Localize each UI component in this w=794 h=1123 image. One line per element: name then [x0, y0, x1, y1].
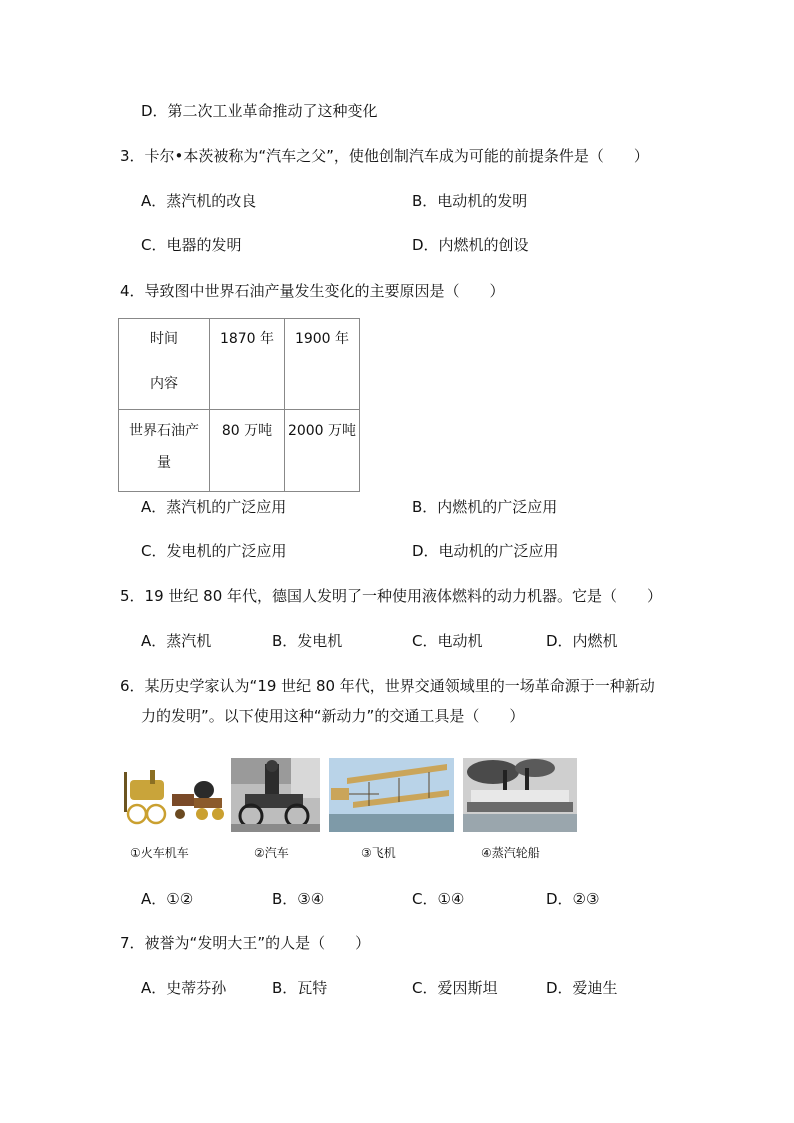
q6-option-c: C．①④ — [412, 890, 465, 908]
q5-stem: 5．19 世纪 80 年代，德国人发明了一种使用液体燃料的动力机器。它是（ ） — [120, 587, 663, 605]
q5-option-a: A．蒸汽机 — [141, 632, 212, 650]
q7-option-c: C．爱因斯坦 — [412, 979, 498, 997]
q3-stem: 3．卡尔•本茨被称为“汽车之父”，使他创制汽车成为可能的前提条件是（ ） — [120, 147, 649, 165]
q7-option-a: A．史蒂芬孙 — [141, 979, 227, 997]
row-label-cell — [119, 410, 210, 492]
value-1900: 2000 万吨 — [287, 423, 357, 439]
header-label-time: 时间 — [150, 331, 178, 347]
q5-option-c: C．电动机 — [412, 632, 483, 650]
q3-option-c: C．电器的发明 — [141, 236, 242, 254]
caption-steamboat: ④蒸汽轮船 — [481, 846, 540, 860]
value-1900-cell — [285, 410, 360, 492]
airplane-image — [329, 758, 454, 832]
header-year1-cell — [210, 319, 285, 410]
q4-option-b: B．内燃机的广泛应用 — [412, 498, 558, 516]
caption-car: ②汽车 — [254, 846, 289, 860]
row-label-line2: 量 — [157, 455, 171, 471]
value-1870-cell — [210, 410, 285, 492]
value-1870: 80 万吨 — [221, 423, 273, 439]
q5-option-d: D．内燃机 — [546, 632, 618, 650]
q3-option-d: D．内燃机的创设 — [412, 236, 529, 254]
q7-option-d: D．爱迪生 — [546, 979, 618, 997]
q5-option-b: B．发电机 — [272, 632, 343, 650]
q4-option-d: D．电动机的广泛应用 — [412, 542, 559, 560]
oil-production-table — [118, 318, 360, 492]
year2: 1900 年 — [294, 331, 350, 347]
q4-option-c: C．发电机的广泛应用 — [141, 542, 287, 560]
q4-stem: 4．导致图中世界石油产量发生变化的主要原因是（ ） — [120, 282, 505, 300]
caption-airplane: ③飞机 — [361, 846, 396, 860]
header-corner-cell — [119, 319, 210, 410]
q4-option-a: A．蒸汽机的广泛应用 — [141, 498, 287, 516]
q7-stem: 7．被誉为“发明大王”的人是（ ） — [120, 934, 371, 952]
q6-stem-line1: 6．某历史学家认为“19 世纪 80 年代，世界交通领域里的一场革命源于一种新动 — [120, 677, 655, 695]
q2-option-d: D．第二次工业革命推动了这种变化 — [141, 102, 378, 120]
q3-option-a: A．蒸汽机的改良 — [141, 192, 257, 210]
year1: 1870 年 — [219, 331, 275, 347]
header-label-content: 内容 — [150, 376, 178, 392]
caption-locomotive: ①火车机车 — [130, 846, 189, 860]
q6-option-a: A．①② — [141, 890, 194, 908]
car-image — [231, 758, 320, 832]
q6-option-b: B．③④ — [272, 890, 325, 908]
q7-option-b: B．瓦特 — [272, 979, 328, 997]
q6-option-d: D．②③ — [546, 890, 600, 908]
row-label-line1: 世界石油产 — [129, 423, 199, 439]
header-year2-cell — [285, 319, 360, 410]
locomotive-image — [120, 758, 226, 832]
q3-option-b: B．电动机的发明 — [412, 192, 528, 210]
steamboat-image — [463, 758, 577, 832]
q6-stem-line2: 力的发明”。以下使用这种“新动力”的交通工具是（ ） — [141, 707, 525, 725]
